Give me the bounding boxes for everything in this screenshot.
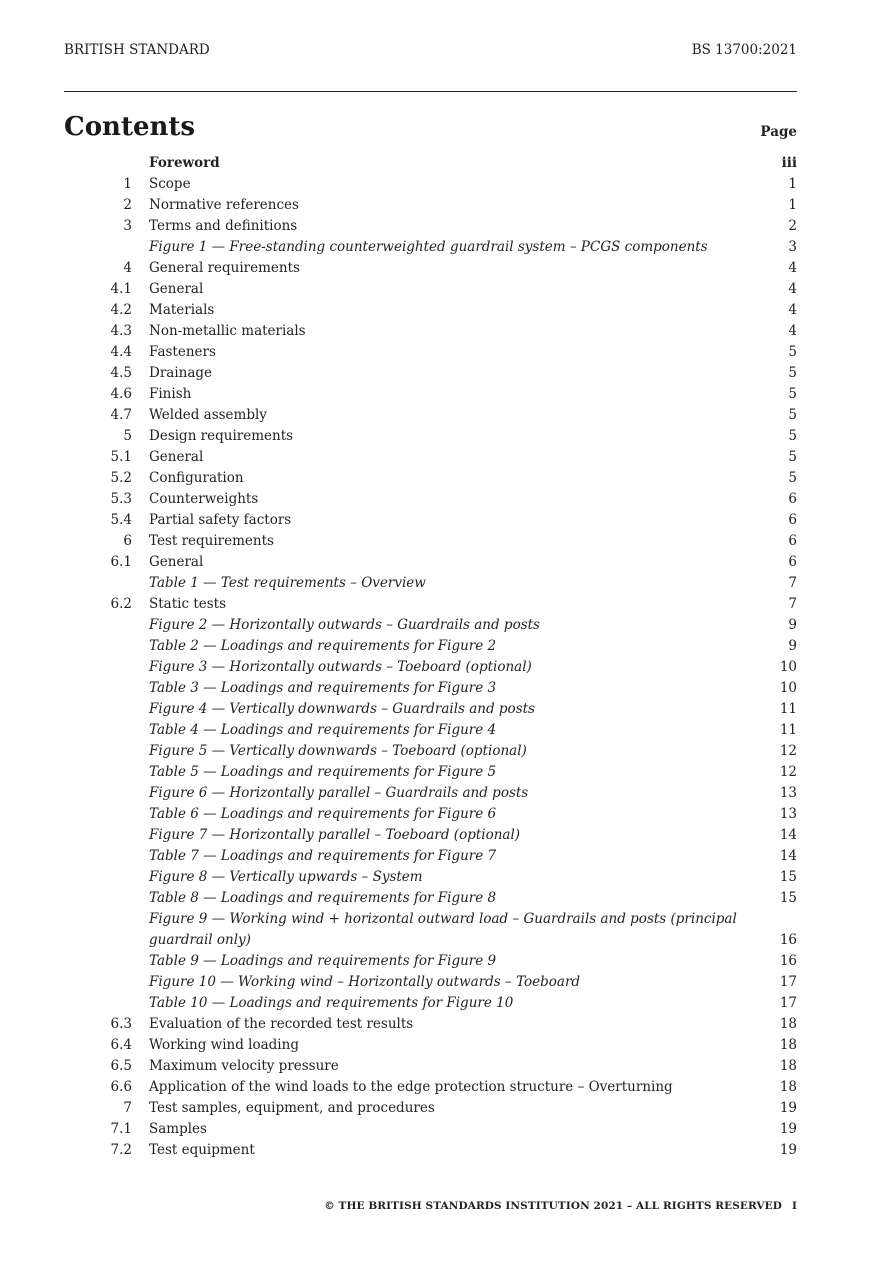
- toc-entry-page: 4: [788, 260, 797, 276]
- toc-entry-page: 16: [779, 932, 797, 948]
- toc-entry-title: Table 5 — Loadings and requirements for Figure 5: [149, 764, 497, 780]
- toc-entry-number: 5.4: [110, 512, 132, 528]
- toc-entry[interactable]: [64, 1035, 797, 1056]
- toc-entry-title: Table 8 — Loadings and requirements for Figure 8: [149, 890, 497, 906]
- toc-entry-page: 18: [779, 1037, 797, 1053]
- toc-entry[interactable]: [64, 720, 797, 741]
- toc-entry-title: Table 2 — Loadings and requirements for Figure 2: [149, 638, 497, 654]
- toc-entry-title: Non-metallic materials: [149, 323, 306, 339]
- toc-entry-title: Figure 1 — Free-standing counterweighted guardrail system – PCGS components: [149, 239, 708, 255]
- toc-entry-title: Static tests: [149, 596, 227, 612]
- toc-entry[interactable]: [64, 405, 797, 426]
- toc-entry[interactable]: [64, 300, 797, 321]
- toc-entry[interactable]: [64, 825, 797, 846]
- toc-entry-page: 5: [788, 386, 797, 402]
- toc-entry-title: Scope: [149, 176, 191, 192]
- toc-entry[interactable]: [64, 447, 797, 468]
- toc-entry[interactable]: [64, 1119, 797, 1140]
- toc-entry-title: Figure 8 — Vertically upwards – System: [149, 869, 423, 885]
- header-standard-number: BS 13700:2021: [691, 42, 797, 58]
- toc-entry[interactable]: [64, 216, 797, 237]
- toc-entry-title: Welded assembly: [149, 407, 267, 423]
- toc-entry-page: 12: [779, 743, 797, 759]
- toc-entry-page: 1: [788, 197, 797, 213]
- toc-entry-number: 5.3: [110, 491, 132, 507]
- toc-entry[interactable]: [64, 846, 797, 867]
- toc-entry[interactable]: [64, 888, 797, 909]
- toc-entry[interactable]: [64, 993, 797, 1014]
- toc-entry-number: 4.2: [110, 302, 132, 318]
- toc-entry-page: 12: [779, 764, 797, 780]
- toc-entry-page: 18: [779, 1058, 797, 1074]
- toc-entry-page: 7: [788, 575, 797, 591]
- toc-entry-title: Table 1 — Test requirements – Overview: [149, 575, 426, 591]
- toc-entry-page: 5: [788, 428, 797, 444]
- toc-entry-title: Figure 7 — Horizontally parallel – Toeboard (optional): [149, 827, 521, 843]
- toc-entry-number: 7.1: [110, 1121, 132, 1137]
- toc-entry-page: 5: [788, 344, 797, 360]
- toc-entry-page: 15: [779, 869, 797, 885]
- toc-entry[interactable]: [64, 762, 797, 783]
- toc-entry-number: 7: [123, 1100, 132, 1116]
- toc-entry[interactable]: [64, 342, 797, 363]
- toc-entry-title: Evaluation of the recorded test results: [149, 1016, 414, 1032]
- toc-entry-title: Table 9 — Loadings and requirements for Figure 9: [149, 953, 497, 969]
- toc-entry-title: Figure 3 — Horizontally outwards – Toeboard (optional): [149, 659, 532, 675]
- toc-entry-title: Materials: [149, 302, 215, 318]
- toc-entry-page: 19: [779, 1121, 797, 1137]
- toc-entry[interactable]: [64, 468, 797, 489]
- toc-entry-page: 5: [788, 449, 797, 465]
- page-column-label: Page: [760, 124, 797, 140]
- toc-entry-page: 19: [779, 1100, 797, 1116]
- contents-title-row: [64, 110, 797, 144]
- header-rule: [64, 91, 797, 92]
- toc-entry-page: 7: [788, 596, 797, 612]
- toc-entry-title: General requirements: [149, 260, 300, 276]
- toc-entry-title: Counterweights: [149, 491, 259, 507]
- toc-entry[interactable]: [64, 804, 797, 825]
- toc-entry-number: 1: [123, 176, 132, 192]
- toc-entry-page: 6: [788, 512, 797, 528]
- toc-entry-title: Samples: [149, 1121, 207, 1137]
- toc-entry-page: 4: [788, 302, 797, 318]
- toc-entry-number: 6.6: [110, 1079, 132, 1095]
- toc-entry[interactable]: [64, 363, 797, 384]
- toc-entry-number: 6.5: [110, 1058, 132, 1074]
- toc-entry[interactable]: [64, 279, 797, 300]
- toc-entry-number: 2: [123, 197, 132, 213]
- toc-entry[interactable]: [64, 195, 797, 216]
- toc-entry-title: Test samples, equipment, and procedures: [149, 1100, 435, 1116]
- toc-entry-page: 5: [788, 365, 797, 381]
- toc-entry-title: Figure 9 — Working wind + horizontal outward load – Guardrails and posts (principal guardrail only): [149, 911, 737, 948]
- toc-entry-number: 4.3: [110, 323, 132, 339]
- toc-entry-number: 6.4: [110, 1037, 132, 1053]
- table-of-contents: [64, 153, 797, 1161]
- toc-entry-page: 3: [788, 239, 797, 255]
- toc-entry-page: 4: [788, 323, 797, 339]
- toc-entry-title: General: [149, 554, 204, 570]
- toc-entry-title: General: [149, 449, 204, 465]
- toc-entry-number: 4: [123, 260, 132, 276]
- toc-entry-page: 1: [788, 176, 797, 192]
- footer-page-number: I: [791, 1200, 797, 1212]
- toc-entry-number: 3: [123, 218, 132, 234]
- toc-entry[interactable]: [64, 531, 797, 552]
- toc-entry-page: 4: [788, 281, 797, 297]
- toc-entry-title: General: [149, 281, 204, 297]
- toc-entry-page: 18: [779, 1016, 797, 1032]
- toc-entry-title: Table 4 — Loadings and requirements for Figure 4: [149, 722, 497, 738]
- header-standard-label: BRITISH STANDARD: [64, 42, 210, 58]
- toc-entry-title: Figure 10 — Working wind – Horizontally outwards – Toeboard: [149, 974, 581, 990]
- toc-entry-title: Application of the wind loads to the edge protection structure – Overturning: [149, 1079, 673, 1095]
- toc-entry[interactable]: [64, 384, 797, 405]
- toc-entry-title: Figure 4 — Vertically downwards – Guardrails and posts: [149, 701, 535, 717]
- toc-entry[interactable]: [64, 1056, 797, 1077]
- page-footer: [64, 1200, 797, 1212]
- toc-entry-title: Test equipment: [149, 1142, 255, 1158]
- toc-entry[interactable]: [64, 1098, 797, 1119]
- toc-entry-title: Normative references: [149, 197, 299, 213]
- copyright-notice: © THE BRITISH STANDARDS INSTITUTION 2021 – ALL RIGHTS RESERVED: [324, 1200, 782, 1212]
- toc-entry[interactable]: [64, 657, 797, 678]
- toc-entry-title: Figure 5 — Vertically downwards – Toeboard (optional): [149, 743, 527, 759]
- toc-entry-page: 19: [779, 1142, 797, 1158]
- toc-entry-number: 5.2: [110, 470, 132, 486]
- toc-entry-title: Foreword: [149, 155, 220, 171]
- toc-entry[interactable]: [64, 951, 797, 972]
- toc-entry-number: 4.6: [110, 386, 132, 402]
- toc-entry[interactable]: [64, 1014, 797, 1035]
- toc-entry-title: Figure 6 — Horizontally parallel – Guardrails and posts: [149, 785, 529, 801]
- toc-entry-title: Test requirements: [149, 533, 274, 549]
- toc-entry-title: Drainage: [149, 365, 213, 381]
- toc-entry-page: 13: [779, 806, 797, 822]
- toc-entry-page: 5: [788, 407, 797, 423]
- toc-entry-page: 6: [788, 533, 797, 549]
- toc-entry[interactable]: [64, 1140, 797, 1161]
- toc-entry-number: 6.1: [110, 554, 132, 570]
- toc-entry[interactable]: [64, 237, 797, 258]
- toc-entry-page: 13: [779, 785, 797, 801]
- toc-entry-page: 10: [779, 680, 797, 696]
- toc-entry[interactable]: [64, 699, 797, 720]
- toc-entry[interactable]: [64, 972, 797, 993]
- toc-entry-number: 6: [123, 533, 132, 549]
- toc-entry-title: Table 6 — Loadings and requirements for Figure 6: [149, 806, 497, 822]
- toc-entry-page: 5: [788, 470, 797, 486]
- toc-entry-number: 6.3: [110, 1016, 132, 1032]
- toc-entry-title: Fasteners: [149, 344, 216, 360]
- toc-entry-page: 11: [779, 722, 797, 738]
- toc-entry[interactable]: [64, 909, 797, 951]
- toc-entry[interactable]: [64, 867, 797, 888]
- toc-entry-number: 5: [123, 428, 132, 444]
- toc-entry-number: 5.1: [110, 449, 132, 465]
- toc-entry-number: 6.2: [110, 596, 132, 612]
- toc-entry-number: 4.7: [110, 407, 132, 423]
- page-header: [64, 42, 797, 58]
- toc-entry-title: Configuration: [149, 470, 244, 486]
- toc-entry[interactable]: [64, 153, 797, 174]
- page-title: Contents: [64, 112, 196, 142]
- toc-entry[interactable]: [64, 636, 797, 657]
- toc-entry-title: Working wind loading: [149, 1037, 299, 1053]
- toc-entry[interactable]: [64, 489, 797, 510]
- toc-entry[interactable]: [64, 615, 797, 636]
- toc-entry[interactable]: [64, 321, 797, 342]
- toc-entry-title: Table 7 — Loadings and requirements for Figure 7: [149, 848, 497, 864]
- toc-entry-title: Table 3 — Loadings and requirements for Figure 3: [149, 680, 497, 696]
- toc-entry-page: 14: [779, 827, 797, 843]
- toc-entry-number: 4.5: [110, 365, 132, 381]
- toc-entry-page: 18: [779, 1079, 797, 1095]
- toc-entry-title: Maximum velocity pressure: [149, 1058, 339, 1074]
- toc-entry-page: 6: [788, 554, 797, 570]
- toc-entry-page: 9: [788, 638, 797, 654]
- toc-entry[interactable]: [64, 594, 797, 615]
- toc-entry-page: 6: [788, 491, 797, 507]
- toc-entry[interactable]: [64, 552, 797, 573]
- toc-entry-number: 4.4: [110, 344, 132, 360]
- toc-entry-title: Terms and definitions: [149, 218, 298, 234]
- toc-entry-page: 10: [779, 659, 797, 675]
- toc-entry[interactable]: [64, 426, 797, 447]
- toc-entry-page: 16: [779, 953, 797, 969]
- toc-entry-title: Table 10 — Loadings and requirements for Figure 10: [149, 995, 514, 1011]
- toc-entry-title: Figure 2 — Horizontally outwards – Guardrails and posts: [149, 617, 540, 633]
- toc-entry-number: 7.2: [110, 1142, 132, 1158]
- toc-entry[interactable]: [64, 510, 797, 531]
- toc-entry-title: Design requirements: [149, 428, 294, 444]
- toc-entry-page: 17: [779, 995, 797, 1011]
- toc-entry-page: 15: [779, 890, 797, 906]
- toc-entry-title: Finish: [149, 386, 192, 402]
- toc-entry-page: 17: [779, 974, 797, 990]
- toc-entry[interactable]: [64, 174, 797, 195]
- toc-entry-page: 14: [779, 848, 797, 864]
- toc-entry[interactable]: [64, 741, 797, 762]
- toc-entry[interactable]: [64, 258, 797, 279]
- toc-entry[interactable]: [64, 1077, 797, 1098]
- toc-entry-page: iii: [781, 155, 797, 171]
- toc-entry-title: Partial safety factors: [149, 512, 292, 528]
- toc-entry-page: 2: [788, 218, 797, 234]
- toc-entry-number: 4.1: [110, 281, 132, 297]
- toc-entry-page: 9: [788, 617, 797, 633]
- toc-entry[interactable]: [64, 573, 797, 594]
- toc-entry[interactable]: [64, 678, 797, 699]
- toc-entry-page: 11: [779, 701, 797, 717]
- toc-entry[interactable]: [64, 783, 797, 804]
